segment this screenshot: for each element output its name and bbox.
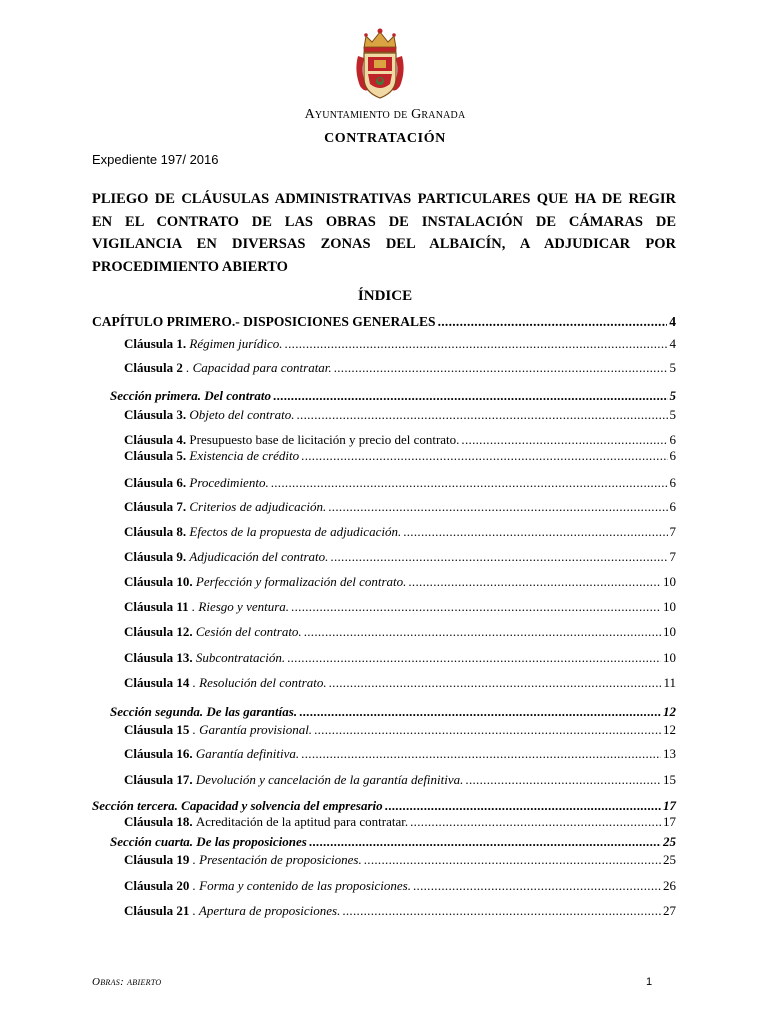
toc-entry-page: 25	[663, 834, 676, 849]
department-name: CONTRATACIÓN	[324, 131, 446, 146]
page-number: 1	[646, 976, 653, 988]
toc-entry-label: Cláusula 1.	[124, 336, 187, 351]
toc-entry-text: Cesión del contrato.	[195, 624, 302, 639]
toc-entry-page: 7	[669, 524, 676, 539]
toc-entry[interactable]	[110, 834, 676, 850]
toc-entry-text: Efectos de la propuesta de adjudicación.	[189, 524, 402, 539]
expediente-number: Expediente 197/ 2016	[92, 152, 219, 167]
toc-entry-label: Cláusula 10.	[124, 574, 193, 589]
toc-entry[interactable]	[124, 599, 676, 615]
toc-entry-page: 4	[669, 336, 676, 351]
toc-entry-page: 6	[669, 448, 676, 463]
toc-entry-page: 15	[663, 772, 676, 787]
toc-entry-label: Cláusula 20	[124, 878, 190, 893]
toc-entry[interactable]	[124, 524, 676, 540]
toc-entry[interactable]	[92, 314, 676, 330]
toc-entry-text: . Riesgo y ventura.	[191, 599, 290, 614]
toc-entry[interactable]	[124, 407, 676, 423]
toc-entry-text: . Apertura de proposiciones.	[192, 903, 341, 918]
toc-entry-page: 5	[669, 388, 676, 403]
toc-entry-label: Cláusula 7.	[124, 499, 187, 514]
toc-entry-label: Cláusula 13.	[124, 650, 193, 665]
toc-leader-dots	[314, 722, 661, 738]
toc-leader-dots	[438, 314, 668, 330]
toc-entry-text: Sección cuarta. De las proposiciones	[110, 834, 307, 849]
toc-entry[interactable]	[110, 388, 676, 404]
toc-entry-page: 6	[669, 499, 676, 514]
toc-leader-dots	[328, 499, 667, 515]
toc-entry[interactable]	[124, 624, 676, 640]
toc-entry-page: 5	[669, 407, 676, 422]
toc-entry-text: . Resolución del contrato.	[192, 675, 327, 690]
toc-leader-dots	[385, 798, 661, 814]
toc-entry-page: 11	[663, 675, 676, 690]
toc-leader-dots	[334, 360, 668, 376]
toc-entry-text: Perfección y formalización del contrato.	[195, 574, 407, 589]
toc-entry-label: Cláusula 3.	[124, 407, 187, 422]
toc-entry[interactable]	[124, 903, 676, 919]
toc-leader-dots	[285, 336, 668, 352]
toc-entry-label: Cláusula 21	[124, 903, 190, 918]
toc-entry[interactable]	[124, 852, 676, 868]
toc-entry-text: Régimen jurídico.	[189, 336, 283, 351]
toc-leader-dots	[342, 903, 661, 919]
toc-entry[interactable]	[124, 360, 676, 376]
toc-leader-dots	[301, 746, 661, 762]
toc-leader-dots	[299, 704, 661, 720]
toc-entry-label: Cláusula 18.	[124, 814, 193, 829]
toc-leader-dots	[329, 675, 662, 691]
toc-entry-text: Devolución y cancelación de la garantía definitiva.	[195, 772, 464, 787]
toc-entry-label: Cláusula 6.	[124, 475, 187, 490]
toc-entry-label: Cláusula 17.	[124, 772, 193, 787]
toc-entry-text: Sección segunda. De las garantías.	[110, 704, 298, 719]
toc-entry[interactable]	[124, 722, 676, 738]
toc-entry-text: . Presentación de proposiciones.	[192, 852, 362, 867]
toc-entry-page: 6	[669, 475, 676, 490]
toc-entry[interactable]	[124, 746, 676, 762]
toc-entry-page: 5	[669, 360, 676, 375]
toc-entry[interactable]	[124, 574, 676, 590]
toc-leader-dots	[364, 852, 661, 868]
toc-entry-text: . Forma y contenido de las proposiciones.	[192, 878, 411, 893]
toc-entry-page: 25	[663, 852, 676, 867]
footer-label: Obras: abierto	[92, 976, 162, 988]
toc-entry[interactable]	[124, 448, 676, 464]
toc-entry-label: Cláusula 2	[124, 360, 183, 375]
toc-entry-label: Cláusula 8.	[124, 524, 187, 539]
toc-entry-page: 10	[663, 574, 676, 589]
toc-entry-text: Sección primera. Del contrato	[110, 388, 272, 403]
toc-entry-text: Presupuesto base de licitación y precio del contrato.	[189, 432, 460, 447]
toc-leader-dots	[301, 448, 667, 464]
toc-entry[interactable]	[124, 432, 676, 448]
toc-leader-dots	[403, 524, 667, 540]
toc-entry-text: Sección tercera. Capacidad y solvencia del empresario	[92, 798, 383, 813]
toc-entry[interactable]	[124, 814, 676, 830]
toc-leader-dots	[410, 814, 661, 830]
toc-leader-dots	[465, 772, 661, 788]
toc-entry-label: Cláusula 16.	[124, 746, 193, 761]
toc-entry-page: 10	[663, 624, 676, 639]
toc-entry[interactable]	[124, 475, 676, 491]
toc-entry-text: Objeto del contrato.	[189, 407, 295, 422]
toc-leader-dots	[461, 432, 667, 448]
toc-entry-text: Garantía definitiva.	[195, 746, 300, 761]
toc-entry-label: Cláusula 9.	[124, 549, 187, 564]
index-heading: ÍNDICE	[357, 288, 413, 304]
toc-entry-page: 17	[663, 798, 676, 813]
toc-entry[interactable]	[124, 675, 676, 691]
toc-entry[interactable]	[124, 499, 676, 515]
toc-entry-text: CAPÍTULO PRIMERO.- DISPOSICIONES GENERALES	[92, 314, 436, 329]
toc-entry-label: Cláusula 11	[124, 599, 189, 614]
toc-leader-dots	[287, 650, 661, 666]
toc-entry-label: Cláusula 4.	[124, 432, 187, 447]
toc-entry-page: 12	[663, 722, 676, 737]
toc-entry-label: Cláusula 15	[124, 722, 190, 737]
granada-crest-logo	[354, 26, 406, 102]
toc-entry[interactable]	[124, 650, 676, 666]
toc-entry-label: Cláusula 5.	[124, 448, 187, 463]
toc-leader-dots	[309, 834, 661, 850]
toc-entry-page: 10	[663, 650, 676, 665]
toc-entry-page: 13	[663, 746, 676, 761]
toc-entry-text: Adjudicación del contrato.	[189, 549, 329, 564]
toc-entry-label: Cláusula 14	[124, 675, 190, 690]
toc-entry-page: 26	[663, 878, 676, 893]
toc-entry-text: . Capacidad para contratar.	[186, 360, 332, 375]
toc-leader-dots	[291, 599, 661, 615]
toc-entry[interactable]	[110, 704, 676, 720]
toc-entry[interactable]	[124, 336, 676, 352]
toc-entry-page: 6	[669, 432, 676, 447]
toc-entry-page: 12	[663, 704, 676, 719]
toc-entry-page: 17	[663, 814, 676, 829]
toc-leader-dots	[304, 624, 661, 640]
toc-entry[interactable]	[92, 798, 676, 814]
toc-entry[interactable]	[124, 878, 676, 894]
toc-entry-page: 7	[669, 549, 676, 564]
toc-entry-label: Cláusula 12.	[124, 624, 193, 639]
toc-entry-page: 27	[663, 903, 676, 918]
toc-entry-text: . Garantía provisional.	[192, 722, 313, 737]
toc-entry-label: Cláusula 19	[124, 852, 190, 867]
toc-leader-dots	[296, 407, 667, 423]
toc-leader-dots	[408, 574, 661, 590]
toc-entry[interactable]	[124, 549, 676, 565]
organization-name: Ayuntamiento de Granada	[304, 107, 466, 122]
toc-leader-dots	[413, 878, 661, 894]
toc-entry-text: Criterios de adjudicación.	[189, 499, 327, 514]
toc-entry-text: Acreditación de la aptitud para contratar.	[195, 814, 409, 829]
toc-leader-dots	[273, 388, 667, 404]
toc-entry-text: Procedimiento.	[189, 475, 269, 490]
toc-entry[interactable]	[124, 772, 676, 788]
toc-entry-text: Subcontratación.	[195, 650, 286, 665]
toc-leader-dots	[330, 549, 667, 565]
document-title: PLIEGO DE CLÁUSULAS ADMINISTRATIVAS PARTICULARES QUE HA DE REGIR EN EL CONTRATO DE LAS OBRAS DE INSTALACIÓN DE CÁMARAS DE VIGILANCIA EN DIVERSAS ZONAS DEL ALBAICÍN, A ADJUDICAR POR PROCEDIMIENTO ABIERTO	[92, 191, 676, 275]
toc-entry-text: Existencia de crédito	[189, 448, 300, 463]
toc-leader-dots	[271, 475, 668, 491]
toc-entry-page: 10	[663, 599, 676, 614]
toc-entry-page: 4	[669, 314, 676, 329]
